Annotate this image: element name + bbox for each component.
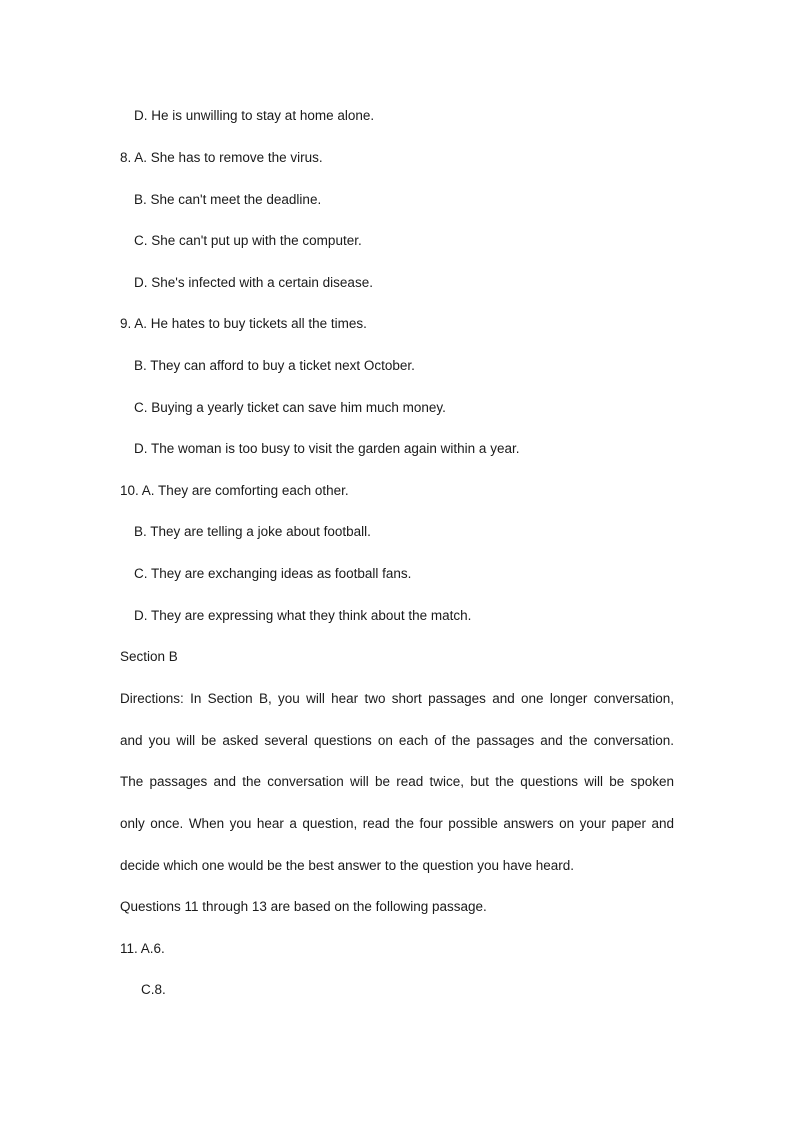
- q10-option-d: D. They are expressing what they think about the match.: [134, 608, 472, 623]
- q10-option-c: C. They are exchanging ideas as football fans.: [134, 566, 412, 581]
- q9-option-c: C. Buying a yearly ticket can save him much money.: [134, 400, 446, 415]
- directions-label: Directions: [120, 691, 181, 706]
- q8-option-c: C. She can't put up with the computer.: [134, 233, 362, 248]
- q8-option-d: D. She's infected with a certain disease.: [134, 275, 373, 290]
- directions-line-1-text: : In Section B, you will hear two short passages and one longer conversation,: [180, 691, 674, 706]
- q9-option-a: [120, 315, 367, 333]
- directions-line-3: The passages and the conversation will be read twice, but the questions will be spoken: [120, 774, 674, 789]
- q7-option-d: D. He is unwilling to stay at home alone.: [134, 108, 375, 123]
- q11-option-a: [120, 940, 165, 958]
- directions-line-2: and you will be asked several questions on each of the passages and the conversation.: [120, 733, 674, 748]
- questions-intro: Questions 11 through 13 are based on the following passage.: [120, 899, 487, 914]
- q8-option-b: B. She can't meet the deadline.: [134, 192, 322, 207]
- q10-option-a-text: A. They are comforting each other.: [141, 483, 349, 498]
- q11-number: 11.: [120, 941, 138, 956]
- q10-option-b: B. They are telling a joke about football.: [134, 524, 371, 539]
- q9-option-d: D. The woman is too busy to visit the garden again within a year.: [134, 441, 520, 456]
- directions-line-5: decide which one would be the best answer to the question you have heard.: [120, 858, 575, 873]
- q9-number: 9.: [120, 316, 132, 331]
- q8-option-a: [120, 149, 323, 167]
- q10-option-a: [120, 482, 349, 500]
- q11-option-a-text: A.6.: [140, 941, 165, 956]
- q8-option-a-text: A. She has to remove the virus.: [134, 150, 323, 165]
- q9-option-a-text: A. He hates to buy tickets all the times.: [134, 316, 367, 331]
- q9-option-b: B. They can afford to buy a ticket next October.: [134, 358, 415, 373]
- directions-line-1: [120, 690, 674, 708]
- section-b-heading: Section B: [120, 649, 178, 664]
- q8-number: 8.: [120, 150, 132, 165]
- directions-line-4: only once. When you hear a question, read the four possible answers on your paper and: [120, 816, 674, 831]
- q10-number: 10.: [120, 483, 139, 498]
- q11-option-c: C.8.: [141, 982, 166, 997]
